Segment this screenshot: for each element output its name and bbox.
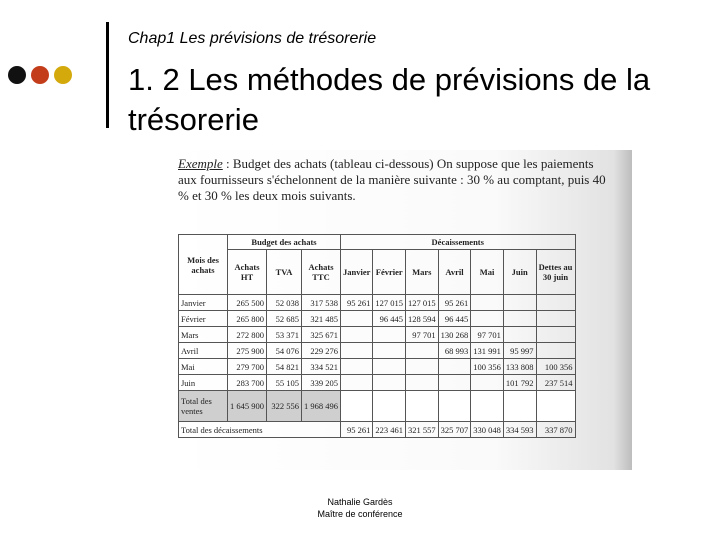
table-body (179, 295, 576, 438)
total-ventes-cell: 322 556 (267, 391, 302, 422)
table-cell: 321 485 (302, 311, 341, 327)
col-tva: TVA (267, 250, 302, 295)
table-cell: 54 076 (267, 343, 302, 359)
table-cell: 55 105 (267, 375, 302, 391)
table-cell: 317 538 (302, 295, 341, 311)
table-cell (373, 343, 406, 359)
table-cell (373, 327, 406, 343)
table-cell: 97 701 (471, 327, 504, 343)
table-cell (406, 343, 439, 359)
col-fevrier: Février (373, 250, 406, 295)
table-cell: Juin (179, 375, 228, 391)
col-juin: Juin (503, 250, 536, 295)
empty-cell (406, 391, 439, 422)
table-cell: 96 445 (373, 311, 406, 327)
table-cell (503, 311, 536, 327)
table-cell: Mai (179, 359, 228, 375)
col-avril: Avril (438, 250, 471, 295)
table-cell: 100 356 (471, 359, 504, 375)
table-cell: 265 500 (228, 295, 267, 311)
total-decaissements-cell: 325 707 (438, 422, 471, 438)
table-cell: 127 015 (373, 295, 406, 311)
dot-red (31, 66, 49, 84)
empty-cell (536, 391, 575, 422)
col-dettes: Dettes au 30 juin (536, 250, 575, 295)
total-ventes-cell: Total des ventes (179, 391, 228, 422)
total-decaissements-cell: 334 593 (503, 422, 536, 438)
table-cell (536, 311, 575, 327)
example-text (178, 156, 614, 204)
total-decaissements-cell: Total des décaissements (179, 422, 341, 438)
table-cell (341, 343, 373, 359)
group-decaissements: Décaissements (341, 235, 576, 250)
table-cell: Février (179, 311, 228, 327)
example-label: Exemple (178, 156, 223, 171)
table-cell: 229 276 (302, 343, 341, 359)
table-row (179, 295, 576, 311)
table-cell: 237 514 (536, 375, 575, 391)
total-decaissements-row (179, 422, 576, 438)
table-cell: 339 205 (302, 375, 341, 391)
table-cell: 265 800 (228, 311, 267, 327)
bullet-dots (8, 66, 72, 84)
table-cell: 101 792 (503, 375, 536, 391)
table-cell: 325 671 (302, 327, 341, 343)
empty-cell (438, 391, 471, 422)
table-cell: 52 038 (267, 295, 302, 311)
total-decaissements-cell: 223 461 (373, 422, 406, 438)
table-cell (341, 375, 373, 391)
empty-cell (373, 391, 406, 422)
table-cell (406, 375, 439, 391)
table-cell: 334 521 (302, 359, 341, 375)
total-decaissements-cell: 321 557 (406, 422, 439, 438)
table-cell: 53 371 (267, 327, 302, 343)
table-cell: 52 685 (267, 311, 302, 327)
empty-cell (341, 391, 373, 422)
col-mars: Mars (406, 250, 439, 295)
chapter-subtitle: Chap1 Les prévisions de trésorerie (128, 30, 377, 47)
table-row (179, 327, 576, 343)
table-cell: 272 800 (228, 327, 267, 343)
footer-author: Nathalie Gardès (327, 497, 393, 507)
footer-role: Maître de conférence (317, 509, 403, 519)
table-cell: Janvier (179, 295, 228, 311)
example-body: : Budget des achats (tableau ci-dessous) On suppose que les paiements aux fournisseurs s'échelonnent de la manière suivante : 30 % au comptant, puis 40 % et 30 % les deux mois suivants. (178, 156, 606, 203)
table-cell (373, 375, 406, 391)
table-cell (471, 375, 504, 391)
dot-black (8, 66, 26, 84)
col-mois: Mois des achats (179, 235, 228, 295)
table-cell (536, 327, 575, 343)
table-cell (373, 359, 406, 375)
total-ventes-cell: 1 968 496 (302, 391, 341, 422)
table-cell: Mars (179, 327, 228, 343)
table-cell: 130 268 (438, 327, 471, 343)
table-cell: 275 900 (228, 343, 267, 359)
col-achats-ht: Achats HT (228, 250, 267, 295)
table-cell: 279 700 (228, 359, 267, 375)
table-cell: 95 261 (341, 295, 373, 311)
table-cell: 131 991 (471, 343, 504, 359)
table-cell: 54 821 (267, 359, 302, 375)
empty-cell (503, 391, 536, 422)
table-cell: 97 701 (406, 327, 439, 343)
table-cell: 283 700 (228, 375, 267, 391)
purchases-table (178, 234, 576, 438)
title-divider (106, 22, 109, 128)
table-cell (503, 327, 536, 343)
table-cell: Avril (179, 343, 228, 359)
table-cell (471, 295, 504, 311)
table-cell: 127 015 (406, 295, 439, 311)
table-cell: 133 808 (503, 359, 536, 375)
table-cell (503, 295, 536, 311)
table-header-row (179, 250, 576, 295)
table-cell (438, 359, 471, 375)
col-mai: Mai (471, 250, 504, 295)
table-cell: 100 356 (536, 359, 575, 375)
table-group-header (179, 235, 576, 250)
total-decaissements-cell: 95 261 (341, 422, 373, 438)
table-row (179, 375, 576, 391)
empty-cell (471, 391, 504, 422)
table-cell (406, 359, 439, 375)
table-cell (341, 311, 373, 327)
col-achats-ttc: Achats TTC (302, 250, 341, 295)
table-cell: 95 261 (438, 295, 471, 311)
table-cell (438, 375, 471, 391)
table-cell: 68 993 (438, 343, 471, 359)
dot-yellow (54, 66, 72, 84)
table-row (179, 311, 576, 327)
group-budget: Budget des achats (228, 235, 341, 250)
table-cell (536, 295, 575, 311)
table-cell (341, 327, 373, 343)
table-cell (536, 343, 575, 359)
table-cell: 96 445 (438, 311, 471, 327)
total-ventes-cell: 1 645 900 (228, 391, 267, 422)
table-cell: 95 997 (503, 343, 536, 359)
table-cell (341, 359, 373, 375)
table-cell (471, 311, 504, 327)
col-janvier: Janvier (341, 250, 373, 295)
table-cell: 128 594 (406, 311, 439, 327)
slide-title: 1. 2 Les méthodes de prévisions de la trésorerie (128, 62, 651, 137)
total-decaissements-cell: 330 048 (471, 422, 504, 438)
total-decaissements-cell: 337 870 (536, 422, 575, 438)
table-row (179, 343, 576, 359)
table-row (179, 359, 576, 375)
total-ventes-row (179, 391, 576, 422)
scanned-document (174, 150, 632, 470)
